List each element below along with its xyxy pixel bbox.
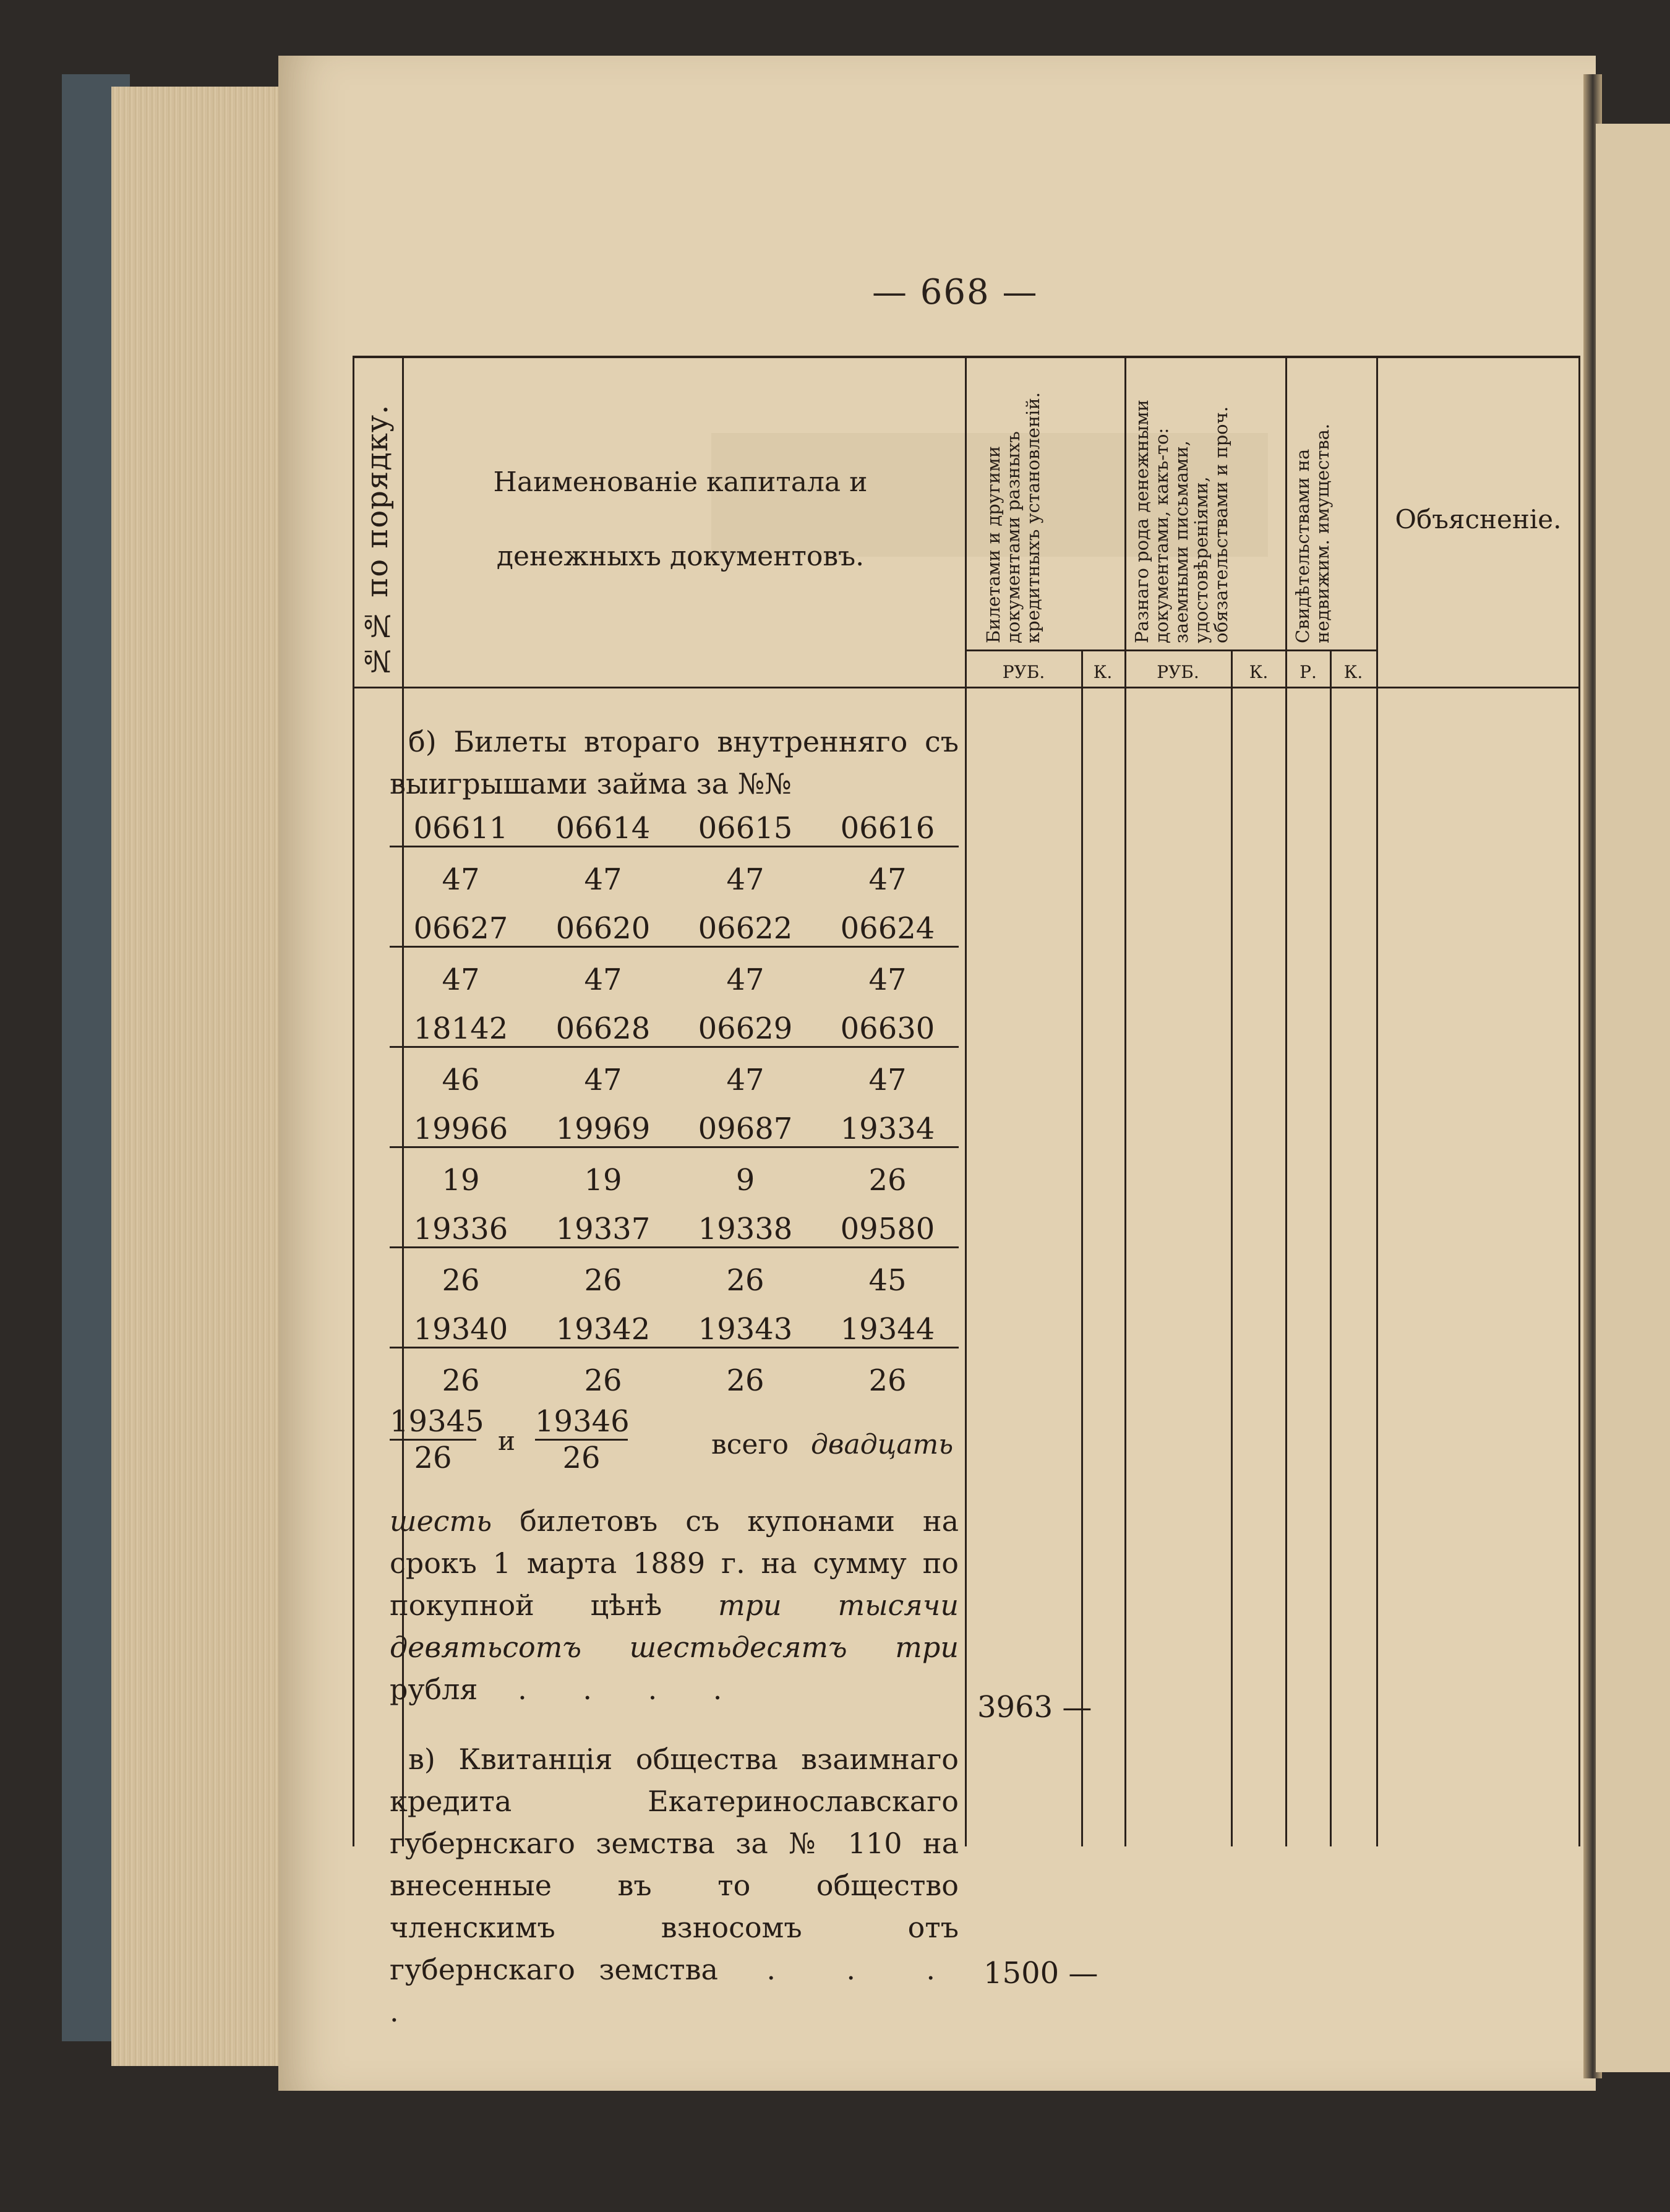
ticket-number: 09580 <box>816 1212 959 1248</box>
total-lead: всего <box>711 1429 789 1460</box>
ticket-series: 47 <box>726 962 764 997</box>
ticket-series: 47 <box>868 1062 907 1097</box>
ticket-row <box>390 1005 959 1055</box>
conjunction: и <box>498 1426 515 1456</box>
ticket-row <box>390 1305 959 1355</box>
ticket-series: 47 <box>726 862 764 897</box>
ticket-number: 19334 <box>816 1112 959 1148</box>
ticket-number: 09687 <box>674 1112 816 1148</box>
table-divider-expl <box>1376 356 1378 1846</box>
table-divider-tickets-k <box>1081 649 1083 1846</box>
ticket-series: 46 <box>442 1062 480 1097</box>
section-b-body-italic-1: шесть <box>390 1504 492 1538</box>
ticket-series: 26 <box>442 1262 480 1298</box>
ticket-number: 06616 <box>816 811 959 847</box>
ticket-series-row <box>390 954 959 1005</box>
ticket-number: 19337 <box>532 1212 674 1248</box>
ticket-number-grid <box>390 804 959 1405</box>
table-divider-cert <box>1285 356 1287 1846</box>
table-border-left <box>353 356 354 1846</box>
ticket-series: 26 <box>584 1262 622 1298</box>
ticket-series: 47 <box>868 962 907 997</box>
ticket-series: 26 <box>562 1441 601 1475</box>
ticket-series: 47 <box>584 962 622 997</box>
ticket-number: 06624 <box>816 911 959 948</box>
ticket-number: 19346 <box>535 1404 628 1441</box>
ticket-series: 47 <box>584 1062 622 1097</box>
ticket-series-row <box>390 1255 959 1305</box>
ticket-series: 26 <box>726 1363 764 1398</box>
ticket-series: 45 <box>868 1262 907 1298</box>
ticket-series: 26 <box>868 1363 907 1398</box>
column-header-misc: Разнаго рода денежными документами, какъ-то: заемными письмами, удостовѣреніями, обязательствами и проч. <box>1131 400 1231 643</box>
section-v-text: в) Квитанція общества взаимнаго кредита Екатеринославскаго губернскаго земства за № 110 на внесенные въ то общество членскимъ взносомъ отъ губернскаго земства <box>390 1743 959 1986</box>
ticket-number: 06628 <box>532 1011 674 1048</box>
ticket-series: 26 <box>584 1363 622 1398</box>
column-header-order: №№ по порядку. <box>360 404 395 679</box>
ticket-number: 06622 <box>674 911 816 948</box>
column-header-certificates: Свидѣтельствами на недвижим. имущества. <box>1292 423 1333 643</box>
ticket-series: 47 <box>442 862 480 897</box>
ticket-series: 26 <box>726 1262 764 1298</box>
ticket-series: 19 <box>584 1162 622 1198</box>
page-number: — 668 — <box>872 272 1038 312</box>
ticket-number: 06615 <box>674 811 816 847</box>
unit-tickets-rub: РУБ. <box>1002 662 1045 682</box>
ticket-row <box>390 904 959 954</box>
section-b-body-3: рубля <box>390 1673 478 1706</box>
ticket-series: 47 <box>868 862 907 897</box>
ticket-series: 9 <box>735 1162 755 1198</box>
ticket-series: 26 <box>868 1162 907 1198</box>
table-divider-cert-k <box>1330 649 1332 1846</box>
table-divider-tickets <box>965 356 967 1846</box>
section-b-body <box>390 1500 959 1710</box>
table-divider-misc-k <box>1231 649 1233 1846</box>
ticket-number: 06629 <box>674 1011 816 1048</box>
unit-cert-rub: Р. <box>1300 662 1317 682</box>
amount-tickets: 3963 — <box>977 1690 1092 1725</box>
ticket-series: 47 <box>584 862 622 897</box>
table-border-right <box>1578 356 1580 1846</box>
table-divider-misc <box>1124 356 1126 1846</box>
leader-dots: . . . . <box>390 1953 959 2028</box>
section-b-body-italic-2: три тысячи девятьсотъ шестьдесятъ три <box>390 1588 959 1664</box>
unit-misc-kop: К. <box>1249 662 1269 682</box>
ticket-row <box>390 1105 959 1155</box>
table-header-rule <box>965 649 1376 651</box>
ticket-series: 26 <box>414 1441 452 1475</box>
ticket-number: 06611 <box>390 811 532 847</box>
page-edges <box>111 87 297 2066</box>
ticket-series: 19 <box>442 1162 480 1198</box>
column-header-name: Наименованіе капитала и денежныхъ документовъ. <box>493 466 868 572</box>
column-header-explanation: Объясненіе. <box>1395 504 1562 534</box>
ticket-series: 47 <box>726 1062 764 1097</box>
unit-tickets-kop: К. <box>1093 662 1113 682</box>
ticket-last-pair <box>390 1404 959 1485</box>
ticket-row <box>390 804 959 854</box>
section-b-body-1: билетовъ съ купонами на срокъ 1 марта 1889 г. на сумму по покупной цѣнѣ <box>390 1504 959 1622</box>
ticket-number: 06614 <box>532 811 674 847</box>
ticket-number: 19345 <box>390 1404 476 1441</box>
total-word: двадцать <box>811 1429 954 1460</box>
section-b-intro-text: б) Билеты втораго внутренняго съ выигрышами займа за №№ <box>390 725 959 800</box>
ticket-number: 19338 <box>674 1212 816 1248</box>
section-v <box>390 1738 959 2033</box>
facing-page <box>1596 124 1670 2072</box>
ticket-series: 47 <box>442 962 480 997</box>
ticket-number: 19336 <box>390 1212 532 1248</box>
amount-receipt: 1500 — <box>983 1956 1098 1991</box>
ticket-number: 19969 <box>532 1112 674 1148</box>
ticket-series-row <box>390 854 959 904</box>
section-b-intro <box>390 721 959 805</box>
ticket-series-row <box>390 1055 959 1105</box>
leader-dots: . . . . <box>518 1673 746 1706</box>
ticket-number: 06630 <box>816 1011 959 1048</box>
ticket-number: 19340 <box>390 1312 532 1348</box>
unit-cert-kop: К. <box>1343 662 1363 682</box>
table-units-rule <box>353 687 1580 688</box>
unit-misc-rub: РУБ. <box>1157 662 1199 682</box>
ticket-series-row <box>390 1355 959 1405</box>
ticket-series: 26 <box>442 1363 480 1398</box>
ticket-number: 06620 <box>532 911 674 948</box>
ticket-number: 19966 <box>390 1112 532 1148</box>
ticket-number: 18142 <box>390 1011 532 1048</box>
ticket-number: 19343 <box>674 1312 816 1348</box>
column-header-tickets: Билетами и другими документами разныхъ кредитныхъ установленій. <box>983 392 1043 643</box>
ticket-series-row <box>390 1155 959 1205</box>
ticket-number: 19342 <box>532 1312 674 1348</box>
ticket-number: 19344 <box>816 1312 959 1348</box>
ticket-row <box>390 1205 959 1255</box>
ticket-number: 06627 <box>390 911 532 948</box>
